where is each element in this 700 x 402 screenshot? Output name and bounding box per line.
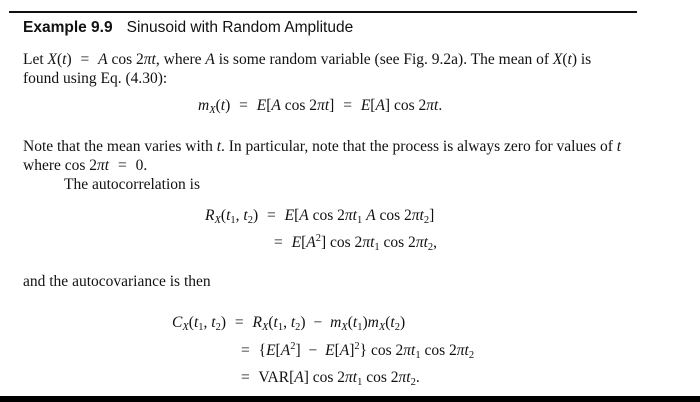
autocorrelation-line-1: $R_X(t_1$, $t_2) = E[A$ $\cos 2\pi t_1$ A $\cos 2\pi t_2$] bbox=[205, 207, 435, 226]
autocovariance-intro: and the autocovariance is then bbox=[23, 273, 211, 290]
autocovariance-line-2: = $\{E[A^2] - E[A]^2\}$ $\cos 2\pi t_1$ $\cos 2\pi t_2$ bbox=[241, 341, 475, 361]
example-heading bbox=[23, 19, 353, 37]
autocovariance-line-1: $C_X(t_1$, $t_2) = R_X(t_1$, $t_2) - m_X(t_1)m_X(t_2)$ bbox=[172, 314, 406, 333]
example-label: Example 9.9 bbox=[23, 19, 113, 36]
mean-equation: $m_X(t) = E[A$ cos 2πt] = E[A] cos 2πt. bbox=[198, 97, 443, 116]
intro-paragraph bbox=[23, 50, 591, 88]
intro-line-2: found using Eq. (4.30): bbox=[23, 70, 168, 87]
bottom-bar bbox=[0, 396, 700, 402]
example-title: Sinusoid with Random Amplitude bbox=[126, 19, 354, 36]
note-line-2: where cos 2πt = 0. bbox=[23, 157, 148, 174]
autocorrelation-line-2: = $E[A^2]$ $\cos 2\pi t_1$ $\cos 2\pi t_2$, bbox=[274, 233, 438, 253]
intro-line-1: Let X(t) = A cos 2πt, where A is some random variable (see Fig. 9.2a). The mean of X(t) is bbox=[23, 51, 592, 68]
autocovariance-line-3: = VAR[A] $\cos 2\pi t_1$ $\cos 2\pi t_2$. bbox=[241, 369, 420, 388]
autocorrelation-intro: The autocorrelation is bbox=[64, 176, 201, 193]
note-paragraph bbox=[23, 137, 621, 175]
note-line-1: Note that the mean varies with t. In particular, note that the process is always zero for values of t bbox=[23, 138, 622, 155]
top-rule bbox=[9, 11, 637, 13]
